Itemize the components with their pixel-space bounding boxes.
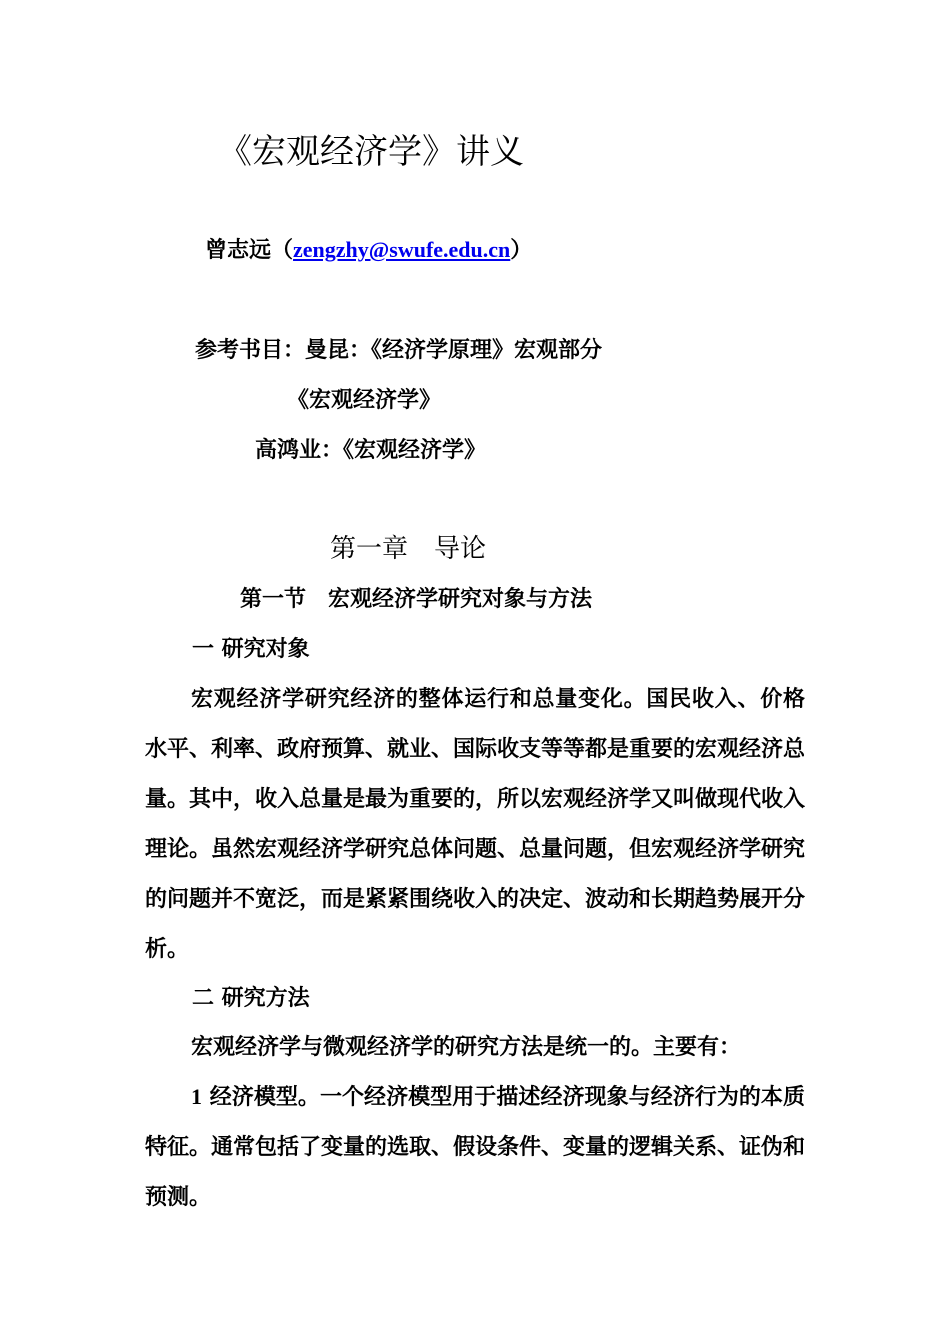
paren-close: ） bbox=[510, 237, 533, 263]
reference-line-2: 《宏观经济学》 bbox=[287, 387, 442, 413]
paragraph-research-object: 宏观经济学研究经济的整体运行和总量变化。国民收入、价格水平、利率、政府预算、就业、国际收支等等都是重要的宏观经济总量。其中，收入总量是最为重要的，所以宏观经济学又叫做现代收入理论。虽然宏观经济学研究总体问题、总量问题，但宏观经济学研究的问题并不宽泛，而是紧紧围绕收入的决定、波动和长期趋势展开分析。 bbox=[145, 686, 806, 962]
section-title: 第一节 宏观经济学研究对象与方法 bbox=[240, 586, 593, 612]
reference-line-3: 高鸿业：《宏观经济学》 bbox=[255, 437, 487, 463]
paragraph-methods-intro: 宏观经济学与微观经济学的研究方法是统一的。主要有： bbox=[191, 1034, 742, 1060]
author-line bbox=[205, 236, 532, 264]
subsection-title-2: 二 研究方法 bbox=[192, 985, 310, 1011]
list-item-text: 经济模型。一个经济模型用于描述经济现象与经济行为的本质特征。通常包括了变量的选取、假设条件、变量的逻辑关系、证伪和预测。 bbox=[145, 1084, 806, 1210]
list-item-number: 1 bbox=[191, 1084, 202, 1109]
chapter-title: 第一章 导论 bbox=[330, 534, 487, 564]
reference-line-1: 参考书目：曼昆：《经济学原理》宏观部分 bbox=[195, 337, 603, 363]
paren-open: （ bbox=[271, 237, 294, 263]
author-email-link[interactable]: zengzhy@swufe.edu.cn bbox=[293, 237, 511, 262]
subsection-title-1: 一 研究对象 bbox=[192, 636, 310, 662]
document-title: 《宏观经济学》讲义 bbox=[218, 132, 524, 172]
list-item-economic-model bbox=[145, 1072, 805, 1222]
author-name: 曾志远 bbox=[205, 237, 272, 263]
